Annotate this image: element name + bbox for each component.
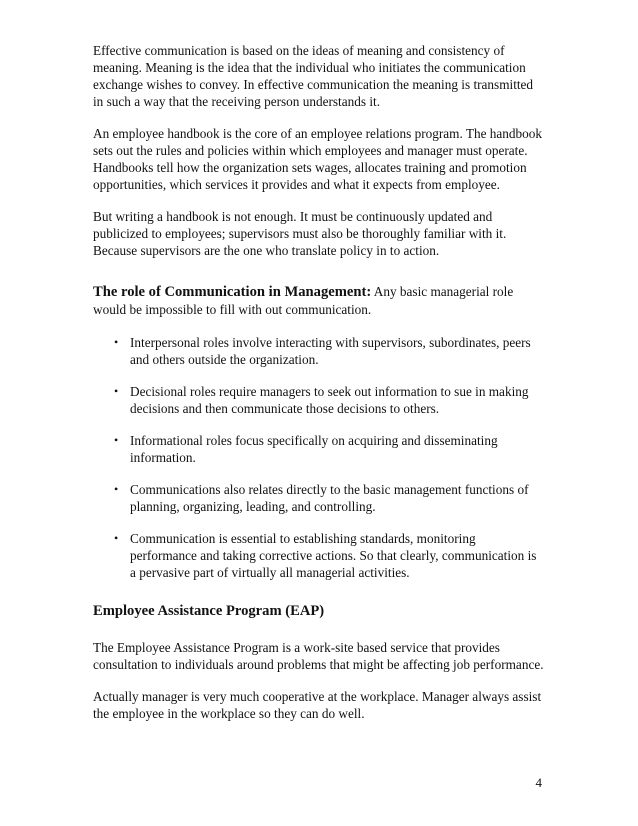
page-number: 4 — [535, 775, 542, 790]
list-item — [93, 383, 545, 417]
page-content — [93, 42, 545, 737]
managerial-roles-list — [93, 334, 545, 581]
bullet-icon: • — [114, 433, 119, 447]
role-of-communication-heading: The role of Communication in Management: — [93, 284, 372, 300]
list-item-text: Communication is essential to establishing standards, monitoring performance and taking corrective actions. So that clearly, communication is a pervasive part of virtually all managerial activities. — [130, 531, 537, 580]
role-of-communication-paragraph — [93, 283, 545, 318]
list-item — [93, 334, 545, 368]
paragraph-eap-definition: The Employee Assistance Program is a work-site based service that provides consultation to individuals around problems that might be affecting job performance. — [93, 640, 544, 672]
eap-heading: Employee Assistance Program (EAP) — [93, 603, 325, 619]
bullet-icon: • — [114, 482, 119, 496]
paragraph-manager-cooperation: Actually manager is very much cooperative at the workplace. Manager always assist the employee in the workplace so they can do well. — [93, 689, 542, 721]
list-item-text: Communications also relates directly to the basic management functions of planning, organizing, leading, and controlling. — [130, 482, 529, 514]
list-item-text: Informational roles focus specifically on acquiring and disseminating information. — [130, 433, 498, 465]
list-item-text: Interpersonal roles involve interacting with supervisors, subordinates, peers and others outside the organization. — [130, 335, 531, 367]
list-item — [93, 530, 545, 581]
bullet-icon: • — [114, 531, 119, 545]
list-item-text: Decisional roles require managers to seek out information to sue in making decisions and then communicate those decisions to others. — [130, 384, 529, 416]
paragraph-handbook-updates: But writing a handbook is not enough. It must be continuously updated and publicized to employees; supervisors must also be thoroughly familiar with it. Because supervisors are the one who translate policy in to action. — [93, 209, 507, 258]
bullet-icon: • — [114, 384, 119, 398]
paragraph-effective-communication: Effective communication is based on the ideas of meaning and consistency of meaning. Meaning is the idea that the individual who initiates the communication exchange wishes to convey. In effective communication the meaning is transmitted in such a way that the receiving person understands it. — [93, 43, 534, 109]
bullet-icon: • — [114, 335, 119, 349]
list-item — [93, 481, 545, 515]
list-item — [93, 432, 545, 466]
paragraph-employee-handbook: An employee handbook is the core of an employee relations program. The handbook sets out the rules and policies within which employees and manager must operate. Handbooks tell how the organization sets wages, allocates training and promotion opportunities, which services it provides and what it expects from employee. — [93, 126, 543, 192]
role-of-communication-intro: Any basic managerial role would be impossible to fill with out communication. — [93, 284, 514, 317]
